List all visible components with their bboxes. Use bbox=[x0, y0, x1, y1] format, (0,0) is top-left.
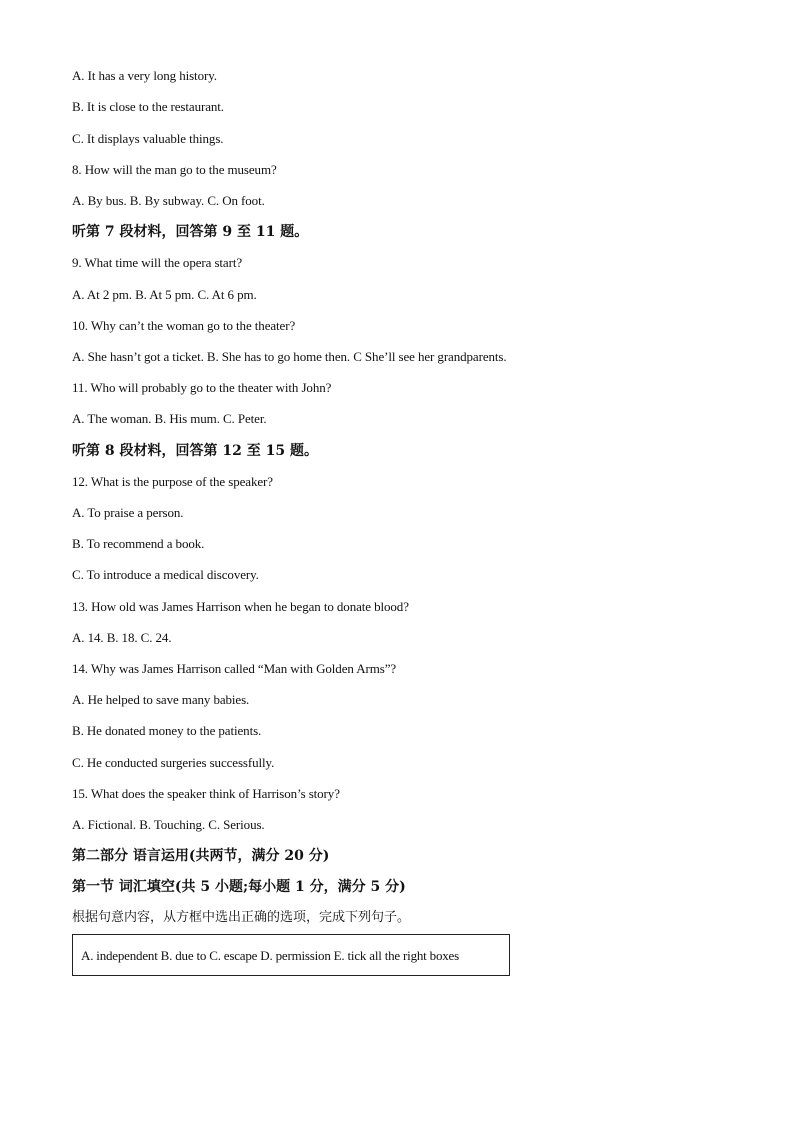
section-7-heading: 听第 7 段材料，回答第 9 至 11 题。 bbox=[72, 224, 309, 240]
q13-options: A. 14. B. 18. C. 24. bbox=[72, 630, 172, 645]
q7-option-a: A. It has a very long history. bbox=[72, 68, 217, 83]
question-8: 8. How will the man go to the museum? bbox=[72, 162, 277, 177]
instruction-text: 根据句意内容，从方框中选出正确的选项，完成下列句子。 bbox=[72, 910, 411, 925]
q10-options: A. She hasn’t got a ticket. B. She has to go home then. C She’ll see her grandparents. bbox=[72, 349, 507, 364]
word-bank-box bbox=[72, 934, 510, 976]
question-14: 14. Why was James Harrison called “Man with Golden Arms”? bbox=[72, 661, 397, 676]
question-12: 12. What is the purpose of the speaker? bbox=[72, 474, 273, 489]
question-10: 10. Why can’t the woman go to the theater? bbox=[72, 318, 296, 333]
q12-option-c: C. To introduce a medical discovery. bbox=[72, 567, 259, 582]
q8-options: A. By bus. B. By subway. C. On foot. bbox=[72, 193, 265, 208]
q7-option-c: C. It displays valuable things. bbox=[72, 131, 224, 146]
q7-option-b: B. It is close to the restaurant. bbox=[72, 99, 224, 114]
q11-options: A. The woman. B. His mum. C. Peter. bbox=[72, 411, 267, 426]
question-11: 11. Who will probably go to the theater with John? bbox=[72, 380, 332, 395]
q14-option-a: A. He helped to save many babies. bbox=[72, 692, 250, 707]
q9-options: A. At 2 pm. B. At 5 pm. C. At 6 pm. bbox=[72, 287, 257, 302]
question-15: 15. What does the speaker think of Harrison’s story? bbox=[72, 786, 340, 801]
q14-option-c: C. He conducted surgeries successfully. bbox=[72, 755, 275, 770]
section-8-heading: 听第 8 段材料，回答第 12 至 15 题。 bbox=[72, 443, 318, 459]
word-bank-text: A. independent B. due to C. escape D. permission E. tick all the right boxes bbox=[81, 948, 459, 963]
q14-option-b: B. He donated money to the patients. bbox=[72, 723, 262, 738]
part-2-section-1-heading: 第一节 词汇填空(共 5 小题;每小题 1 分，满分 5 分) bbox=[72, 879, 406, 895]
part-2-heading: 第二部分 语言运用(共两节，满分 20 分) bbox=[72, 848, 330, 864]
q15-options: A. Fictional. B. Touching. C. Serious. bbox=[72, 817, 265, 832]
q12-option-b: B. To recommend a book. bbox=[72, 536, 205, 551]
question-13: 13. How old was James Harrison when he began to donate blood? bbox=[72, 599, 409, 614]
q12-option-a: A. To praise a person. bbox=[72, 505, 184, 520]
question-9: 9. What time will the opera start? bbox=[72, 255, 242, 270]
